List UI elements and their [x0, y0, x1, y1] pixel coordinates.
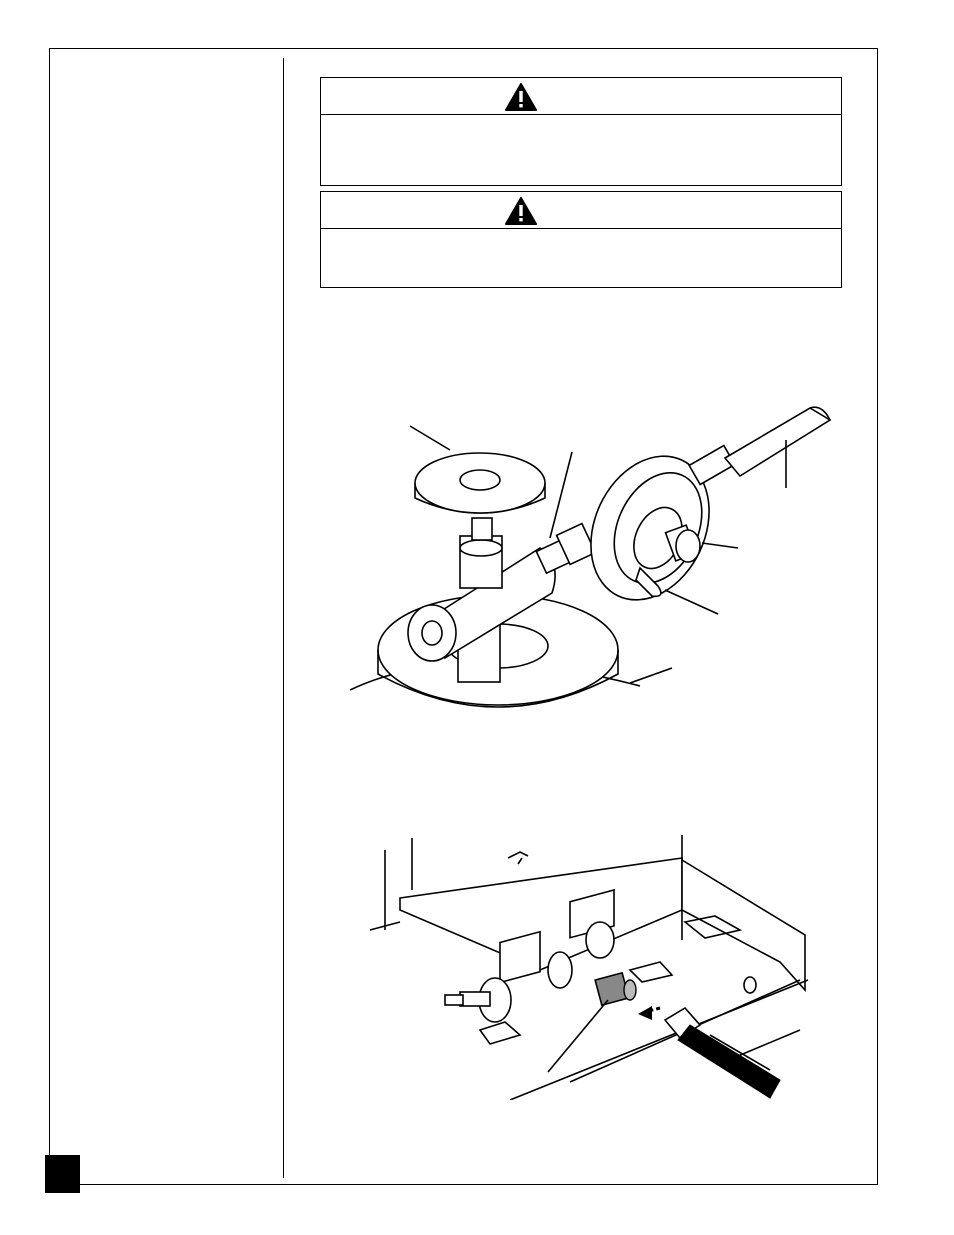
- warning-box-1-header: [321, 78, 841, 115]
- page-number-tab: [45, 1155, 80, 1193]
- warning-triangle-icon: [504, 196, 538, 226]
- warning-box-2-text: [321, 229, 841, 241]
- warning-box-2: [320, 191, 842, 288]
- warning-box-2-header: [321, 192, 841, 229]
- column-divider: [283, 58, 284, 1178]
- warning-box-1-text: [321, 115, 841, 127]
- heater-valve-hose-connection-illustration: [360, 830, 830, 1100]
- warning-triangle-icon: [504, 82, 538, 112]
- warning-box-1: [320, 77, 842, 186]
- tank-valve-regulator-illustration: [340, 388, 840, 718]
